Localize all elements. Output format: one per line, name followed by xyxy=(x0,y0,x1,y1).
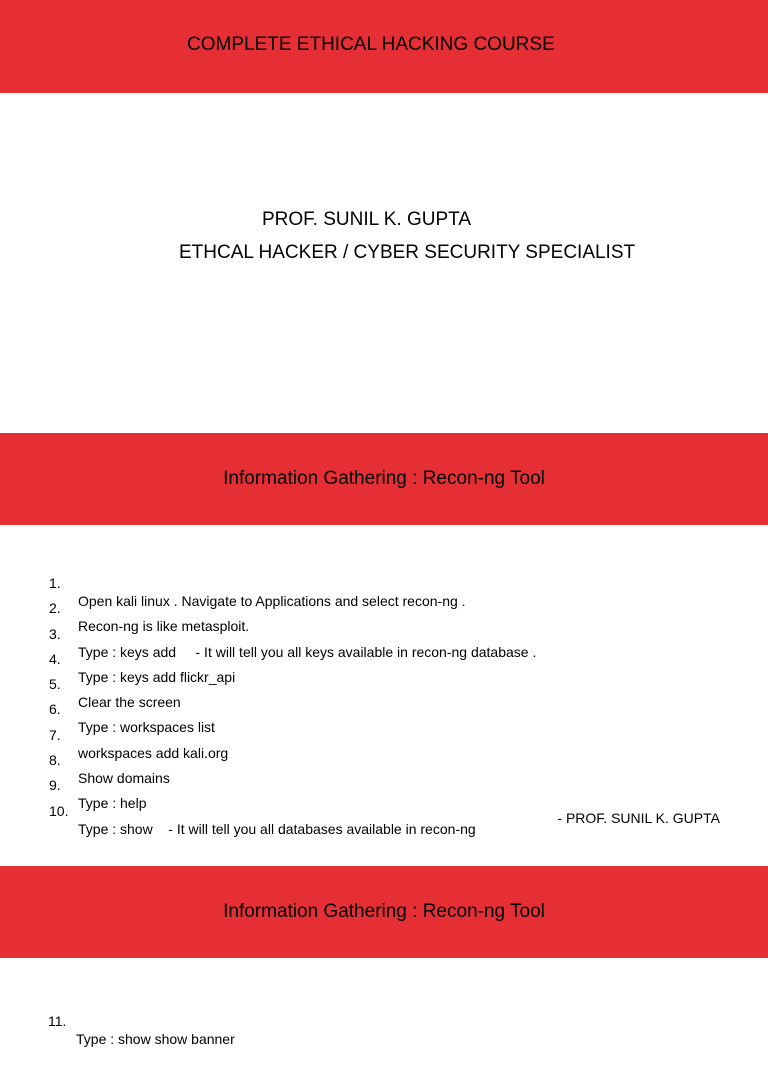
section2-steps-list xyxy=(0,994,768,1047)
list-item xyxy=(0,682,768,736)
section2-band xyxy=(0,866,768,958)
list-item xyxy=(0,632,768,685)
author-name: PROF. SUNIL K. GUPTA xyxy=(262,209,472,230)
list-item xyxy=(0,994,768,1047)
section1-band xyxy=(0,433,768,525)
step-number: 9. xyxy=(49,777,61,794)
list-item xyxy=(0,556,768,609)
list-item xyxy=(0,607,768,660)
step-text: Show domains xyxy=(78,770,170,787)
list-item xyxy=(0,708,768,761)
step-text: Recon-ng is like metasploit. xyxy=(78,618,250,635)
step-number: 7. xyxy=(49,726,61,743)
step-number: 2. xyxy=(49,600,61,617)
step-text: Type : show show banner xyxy=(76,1031,235,1047)
step-number: 10. xyxy=(49,802,69,819)
step-number: 5. xyxy=(49,676,61,693)
step-number: 1. xyxy=(49,575,61,591)
header-band xyxy=(0,0,768,93)
step-text: Type : show - It will tell you all databases available in recon-ng xyxy=(78,820,476,837)
step-text: Type : help xyxy=(78,795,147,812)
list-item xyxy=(0,733,768,787)
list-item xyxy=(0,581,768,635)
step-text: workspaces add kali.org xyxy=(78,744,229,761)
author-role: ETHCAL HACKER / CYBER SECURITY SPECIALIST xyxy=(179,242,636,263)
step-number: 6. xyxy=(49,701,61,718)
signature: - PROF. SUNIL K. GUPTA xyxy=(557,810,720,826)
step-number: 8. xyxy=(49,752,61,769)
step-number: 4. xyxy=(49,650,61,667)
step-text: Open kali linux . Navigate to Applications and select recon-ng . xyxy=(78,593,466,609)
step-number: 11. xyxy=(48,1013,67,1029)
step-text: Clear the screen xyxy=(78,694,181,711)
section1-title: Information Gathering : Recon-ng Tool xyxy=(223,468,545,489)
step-text: Type : keys add flickr_api xyxy=(78,668,236,685)
section2-title: Information Gathering : Recon-ng Tool xyxy=(223,901,545,922)
step-text: Type : keys add - It will tell you all keys available in recon-ng database . xyxy=(78,643,537,660)
step-number: 3. xyxy=(49,625,61,642)
step-text: Type : workspaces list xyxy=(78,719,215,736)
list-item xyxy=(0,657,768,711)
course-title: COMPLETE ETHICAL HACKING COURSE xyxy=(187,34,555,55)
